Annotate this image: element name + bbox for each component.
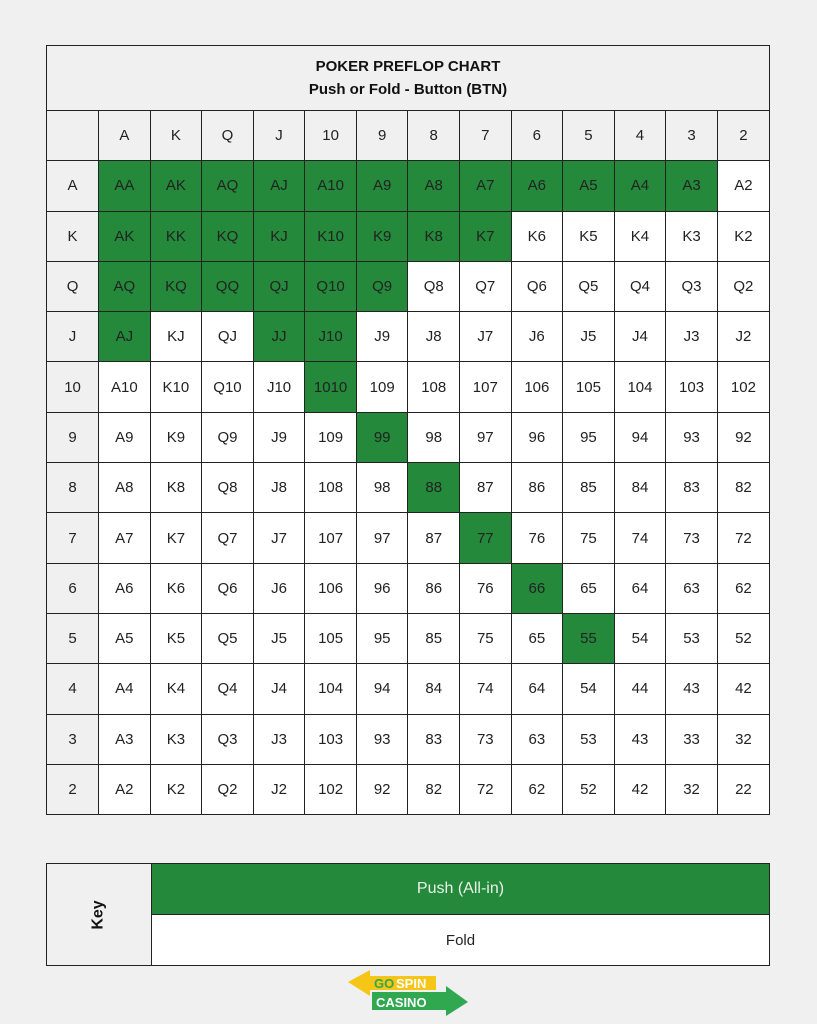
column-header: 5 <box>563 111 615 161</box>
hand-cell-push: 99 <box>356 412 408 462</box>
hand-cell-fold: 96 <box>511 412 563 462</box>
hand-cell-fold: 84 <box>614 463 666 513</box>
hand-cell-push: AJ <box>99 312 151 362</box>
hand-cell-fold: 107 <box>305 513 357 563</box>
hand-cell-fold: 83 <box>666 463 718 513</box>
hand-cell-push: Q10 <box>305 261 357 311</box>
hand-cell-fold: 64 <box>614 563 666 613</box>
hand-cell-fold: J7 <box>253 513 305 563</box>
hand-cell-fold: 97 <box>356 513 408 563</box>
hand-cell-fold: J4 <box>614 312 666 362</box>
hand-cell-fold: 83 <box>408 714 460 764</box>
hand-cell-fold: A2 <box>99 764 151 814</box>
hand-cell-push: K10 <box>305 211 357 261</box>
hand-cell-fold: A3 <box>99 714 151 764</box>
hand-cell-push: A5 <box>563 161 615 211</box>
hand-cell-fold: 105 <box>305 613 357 663</box>
hand-cell-push: 66 <box>511 563 563 613</box>
logo-go: GO <box>374 976 395 991</box>
hand-cell-push: AA <box>99 161 151 211</box>
hand-cell-fold: 22 <box>717 764 769 814</box>
hand-cell-fold: 32 <box>666 764 718 814</box>
hand-cell-fold: J10 <box>253 362 305 412</box>
column-header: J <box>253 111 305 161</box>
hand-cell-fold: 103 <box>666 362 718 412</box>
hand-cell-push: 1010 <box>305 362 357 412</box>
hand-cell-push: QJ <box>253 261 305 311</box>
column-header: A <box>99 111 151 161</box>
row-header: J <box>47 312 99 362</box>
hand-cell-fold: 63 <box>666 563 718 613</box>
hand-cell-fold: 102 <box>305 764 357 814</box>
hand-cell-push: AJ <box>253 161 305 211</box>
hand-row <box>47 513 769 563</box>
hand-cell-fold: 103 <box>305 714 357 764</box>
column-header: 2 <box>717 111 769 161</box>
hand-row <box>47 563 769 613</box>
hand-cell-fold: Q6 <box>511 261 563 311</box>
hand-cell-fold: 96 <box>356 563 408 613</box>
key-fold: Fold <box>152 915 769 965</box>
hand-cell-fold: 64 <box>511 664 563 714</box>
hand-cell-fold: 87 <box>460 463 512 513</box>
hand-cell-fold: 63 <box>511 714 563 764</box>
chart-subtitle: Push or Fold - Button (BTN) <box>308 81 508 98</box>
hand-cell-fold: J6 <box>253 563 305 613</box>
hand-cell-fold: J8 <box>253 463 305 513</box>
hand-cell-fold: J7 <box>460 312 512 362</box>
hand-cell-fold: J9 <box>356 312 408 362</box>
hand-cell-fold: 65 <box>511 613 563 663</box>
logo-casino: CASINO <box>376 995 427 1010</box>
hand-cell-fold: 108 <box>408 362 460 412</box>
hand-cell-push: K7 <box>460 211 512 261</box>
hand-cell-fold: A8 <box>99 463 151 513</box>
hand-cell-fold: 33 <box>666 714 718 764</box>
hand-cell-fold: 87 <box>408 513 460 563</box>
hand-cell-fold: QJ <box>202 312 254 362</box>
hand-cell-fold: 94 <box>614 412 666 462</box>
hand-cell-fold: K10 <box>150 362 202 412</box>
hand-row <box>47 161 769 211</box>
hand-cell-push: J10 <box>305 312 357 362</box>
hand-cell-fold: 95 <box>356 613 408 663</box>
hand-cell-push: QQ <box>202 261 254 311</box>
hand-cell-fold: 104 <box>614 362 666 412</box>
hand-cell-fold: J5 <box>253 613 305 663</box>
hand-cell-push: A10 <box>305 161 357 211</box>
hand-cell-fold: K6 <box>150 563 202 613</box>
column-header: 6 <box>511 111 563 161</box>
hand-row <box>47 664 769 714</box>
hand-cell-fold: 72 <box>460 764 512 814</box>
hand-cell-fold: 82 <box>717 463 769 513</box>
hand-cell-fold: 43 <box>666 664 718 714</box>
hand-cell-push: A3 <box>666 161 718 211</box>
logo-spin: SPIN <box>396 976 427 991</box>
hand-cell-fold: 73 <box>666 513 718 563</box>
hand-cell-push: A9 <box>356 161 408 211</box>
hand-cell-fold: 76 <box>511 513 563 563</box>
hand-cell-fold: 97 <box>460 412 512 462</box>
hand-cell-fold: Q5 <box>202 613 254 663</box>
hand-cell-fold: 53 <box>666 613 718 663</box>
hand-cell-fold: K3 <box>150 714 202 764</box>
key-label: Key <box>89 899 107 930</box>
hand-cell-fold: 94 <box>356 664 408 714</box>
chart-title-box <box>47 46 769 111</box>
hand-cell-fold: Q8 <box>202 463 254 513</box>
row-header: 9 <box>47 412 99 462</box>
hand-cell-fold: J3 <box>666 312 718 362</box>
hand-cell-fold: J4 <box>253 664 305 714</box>
corner-cell <box>47 111 99 161</box>
hand-cell-fold: Q7 <box>202 513 254 563</box>
hand-cell-fold: 75 <box>563 513 615 563</box>
hand-cell-fold: J6 <box>511 312 563 362</box>
hand-cell-push: AQ <box>202 161 254 211</box>
hand-cell-fold: A9 <box>99 412 151 462</box>
hand-cell-fold: Q3 <box>666 261 718 311</box>
hand-cell-fold: K2 <box>717 211 769 261</box>
column-header: 8 <box>408 111 460 161</box>
column-header: 3 <box>666 111 718 161</box>
hand-cell-fold: 109 <box>305 412 357 462</box>
hand-cell-fold: 86 <box>511 463 563 513</box>
hand-cell-fold: 107 <box>460 362 512 412</box>
key-legend <box>46 863 770 966</box>
hand-cell-fold: 54 <box>563 664 615 714</box>
hand-cell-push: KQ <box>202 211 254 261</box>
hand-cell-fold: 108 <box>305 463 357 513</box>
row-header: K <box>47 211 99 261</box>
hand-row <box>47 211 769 261</box>
column-header: 4 <box>614 111 666 161</box>
hand-cell-push: KJ <box>253 211 305 261</box>
hand-cell-fold: Q9 <box>202 412 254 462</box>
hand-cell-fold: K9 <box>150 412 202 462</box>
hand-cell-fold: K8 <box>150 463 202 513</box>
hand-cell-fold: 44 <box>614 664 666 714</box>
hand-cell-fold: A2 <box>717 161 769 211</box>
row-header: 2 <box>47 764 99 814</box>
row-header: 8 <box>47 463 99 513</box>
hand-cell-fold: K4 <box>614 211 666 261</box>
row-header: 4 <box>47 664 99 714</box>
hand-row <box>47 312 769 362</box>
hand-cell-fold: 43 <box>614 714 666 764</box>
hand-row <box>47 764 769 814</box>
hand-cell-fold: Q2 <box>717 261 769 311</box>
hand-cell-fold: 92 <box>356 764 408 814</box>
hand-cell-fold: 53 <box>563 714 615 764</box>
hand-cell-fold: Q10 <box>202 362 254 412</box>
row-header: Q <box>47 261 99 311</box>
hand-cell-fold: 93 <box>666 412 718 462</box>
hand-cell-fold: 75 <box>460 613 512 663</box>
hand-cell-fold: Q6 <box>202 563 254 613</box>
hand-cell-fold: Q8 <box>408 261 460 311</box>
hand-cell-fold: K5 <box>563 211 615 261</box>
hand-cell-fold: J2 <box>253 764 305 814</box>
hand-cell-fold: 73 <box>460 714 512 764</box>
hand-cell-fold: K6 <box>511 211 563 261</box>
hand-cell-fold: 105 <box>563 362 615 412</box>
hand-cell-fold: K2 <box>150 764 202 814</box>
row-header: 7 <box>47 513 99 563</box>
hand-cell-fold: 106 <box>305 563 357 613</box>
hand-cell-push: K9 <box>356 211 408 261</box>
row-header: 5 <box>47 613 99 663</box>
hand-cell-fold: 54 <box>614 613 666 663</box>
hand-cell-fold: 106 <box>511 362 563 412</box>
row-header: 10 <box>47 362 99 412</box>
column-header: 7 <box>460 111 512 161</box>
hand-row <box>47 463 769 513</box>
hand-row <box>47 412 769 462</box>
hand-cell-fold: Q4 <box>614 261 666 311</box>
hand-cell-fold: 42 <box>614 764 666 814</box>
hand-cell-fold: 85 <box>408 613 460 663</box>
column-header: 10 <box>305 111 357 161</box>
hand-cell-fold: 95 <box>563 412 615 462</box>
hand-cell-push: Q9 <box>356 261 408 311</box>
hand-cell-fold: 62 <box>511 764 563 814</box>
hand-cell-fold: KJ <box>150 312 202 362</box>
column-header: 9 <box>356 111 408 161</box>
hand-cell-push: KQ <box>150 261 202 311</box>
hand-cell-push: A6 <box>511 161 563 211</box>
column-header: K <box>150 111 202 161</box>
hand-cell-push: A4 <box>614 161 666 211</box>
hand-cell-fold: Q7 <box>460 261 512 311</box>
hand-cell-fold: 98 <box>408 412 460 462</box>
hand-cell-fold: 62 <box>717 563 769 613</box>
row-header: A <box>47 161 99 211</box>
hand-row <box>47 613 769 663</box>
hand-cell-push: A7 <box>460 161 512 211</box>
hand-cell-fold: J2 <box>717 312 769 362</box>
hand-cell-fold: J3 <box>253 714 305 764</box>
hand-row <box>47 714 769 764</box>
hand-cell-fold: 109 <box>356 362 408 412</box>
hand-cell-fold: J8 <box>408 312 460 362</box>
hand-cell-push: AQ <box>99 261 151 311</box>
hand-cell-fold: Q5 <box>563 261 615 311</box>
hand-cell-fold: Q4 <box>202 664 254 714</box>
hand-cell-push: KK <box>150 211 202 261</box>
hand-cell-fold: 76 <box>460 563 512 613</box>
hand-cell-fold: A4 <box>99 664 151 714</box>
hand-cell-fold: 92 <box>717 412 769 462</box>
header-row <box>47 111 769 161</box>
hand-cell-fold: K7 <box>150 513 202 563</box>
hand-cell-fold: 74 <box>614 513 666 563</box>
hand-row <box>47 362 769 412</box>
row-header: 3 <box>47 714 99 764</box>
preflop-chart <box>46 45 770 815</box>
hand-cell-fold: A5 <box>99 613 151 663</box>
hand-cell-push: A8 <box>408 161 460 211</box>
hand-cell-push: 55 <box>563 613 615 663</box>
key-rows <box>152 864 769 965</box>
key-push: Push (All-in) <box>152 864 769 915</box>
hand-cell-fold: 98 <box>356 463 408 513</box>
hand-cell-fold: 104 <box>305 664 357 714</box>
hand-cell-push: JJ <box>253 312 305 362</box>
row-header: 6 <box>47 563 99 613</box>
hand-cell-push: K8 <box>408 211 460 261</box>
hand-grid <box>47 111 769 814</box>
hand-cell-fold: 52 <box>717 613 769 663</box>
hand-cell-push: 88 <box>408 463 460 513</box>
hand-cell-fold: 52 <box>563 764 615 814</box>
hand-cell-push: AK <box>99 211 151 261</box>
hand-cell-fold: 86 <box>408 563 460 613</box>
hand-cell-fold: A10 <box>99 362 151 412</box>
hand-cell-fold: 72 <box>717 513 769 563</box>
hand-cell-fold: 74 <box>460 664 512 714</box>
hand-cell-fold: Q2 <box>202 764 254 814</box>
hand-cell-fold: A6 <box>99 563 151 613</box>
hand-cell-fold: A7 <box>99 513 151 563</box>
hand-cell-fold: K5 <box>150 613 202 663</box>
hand-cell-fold: Q3 <box>202 714 254 764</box>
hand-cell-fold: J9 <box>253 412 305 462</box>
hand-cell-fold: 32 <box>717 714 769 764</box>
hand-cell-push: AK <box>150 161 202 211</box>
hand-cell-fold: 84 <box>408 664 460 714</box>
hand-cell-fold: K4 <box>150 664 202 714</box>
hand-cell-fold: 93 <box>356 714 408 764</box>
hand-cell-fold: 82 <box>408 764 460 814</box>
hand-cell-fold: 102 <box>717 362 769 412</box>
hand-cell-fold: 42 <box>717 664 769 714</box>
hand-cell-fold: 65 <box>563 563 615 613</box>
gospin-casino-logo <box>348 970 470 1016</box>
hand-cell-push: 77 <box>460 513 512 563</box>
hand-cell-fold: J5 <box>563 312 615 362</box>
hand-cell-fold: K3 <box>666 211 718 261</box>
key-label-cell <box>47 864 152 965</box>
hand-row <box>47 261 769 311</box>
chart-title: POKER PREFLOP CHART <box>315 58 501 75</box>
hand-cell-fold: 85 <box>563 463 615 513</box>
column-header: Q <box>202 111 254 161</box>
